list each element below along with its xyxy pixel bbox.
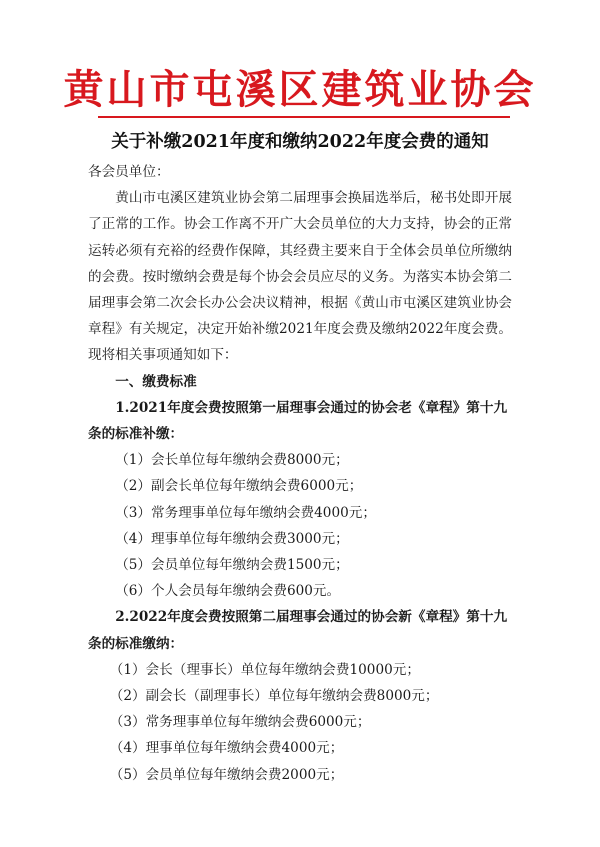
rates-2021-list [88, 447, 512, 604]
notice-body [88, 159, 512, 788]
intro-paragraph: 黄山市屯溪区建筑业协会第二届理事会换届选举后，秘书处即开展了正常的工作。协会工作离不开广大会员单位的大力支持，协会的正常运转必须有充裕的经费作保障，其经费主要来自于全体会员单位所缴纳的会费。按时缴纳会费是每个协会会员应尽的义务。为落实本协会第二届理事会第二次会长办公会决议精神，根据《黄山市屯溪区建筑业协会章程》有关规定，决定开始补缴2021年度会费及缴纳2022年度会费。现将相关事项通知如下： [88, 190, 512, 364]
item-2022-heading: 2.2022年度会费按照第二届理事会通过的协会新《章程》第十九条的标准缴纳： [88, 609, 508, 652]
masthead: 黄山市屯溪区建筑业协会 [63, 66, 537, 113]
rate-2021-item: （3）常务理事单位每年缴纳会费4000元； [115, 504, 376, 521]
notice-title: 关于补缴2021年度和缴纳2022年度会费的通知 [111, 132, 489, 152]
rate-2021-item: （2）副会长单位每年缴纳会费6000元； [115, 478, 363, 495]
section-heading-fee-standard: 一、缴费标准 [115, 373, 197, 390]
rate-2021-item: （5）会员单位每年缴纳会费1500元； [115, 557, 349, 574]
rate-2021-item: （6）个人会员每年缴纳会费600元。 [115, 583, 341, 600]
rate-2022-item: （5）会员单位每年缴纳会费2000元； [109, 766, 344, 783]
rate-2022-item: （3）常务理事单位每年缴纳会费6000元； [109, 714, 371, 731]
rate-2021-item: （4）理事单位每年缴纳会费3000元； [115, 530, 349, 547]
red-divider-line [98, 116, 510, 118]
rate-2021-item: （1）会长单位每年缴纳会费8000元； [115, 452, 349, 469]
rate-2022-item: （2）副会长（副理事长）单位每年缴纳会费8000元； [109, 688, 439, 705]
rates-2022-list [88, 657, 512, 788]
salutation: 各会员单位： [88, 164, 170, 180]
item-2021-heading: 1.2021年度会费按照第一届理事会通过的协会老《章程》第十九条的标准补缴： [88, 399, 508, 443]
rate-2022-item: （1）会长（理事长）单位每年缴纳会费10000元； [109, 661, 420, 678]
rate-2022-item: （4）理事单位每年缴纳会费4000元； [109, 740, 344, 757]
